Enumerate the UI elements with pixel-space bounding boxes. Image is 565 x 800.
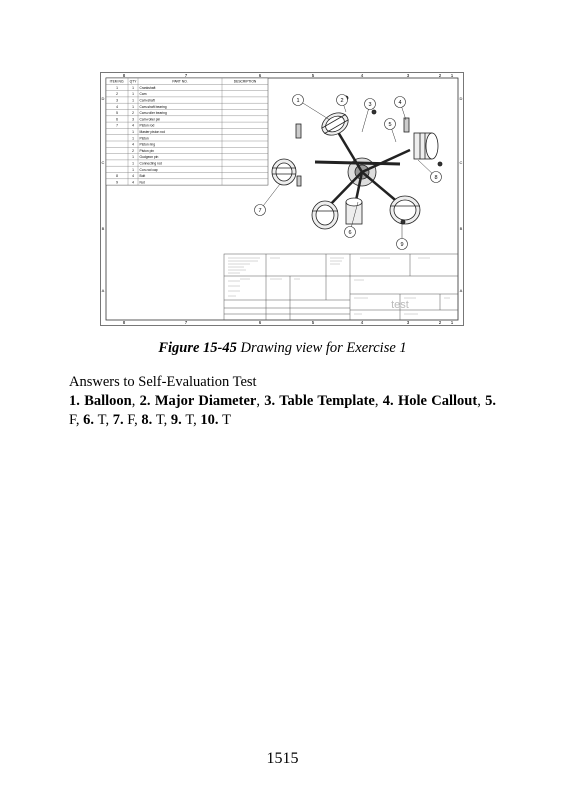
- bom-cell: Cam-shaft bearing: [139, 104, 167, 109]
- bom-border: [106, 78, 268, 185]
- zone-label: C: [459, 160, 463, 165]
- bom-cell: 4: [132, 180, 134, 185]
- balloon-number: 1: [296, 98, 300, 104]
- zone-label: 7: [184, 320, 188, 325]
- answer-value: F: [127, 412, 135, 428]
- zone-label: B: [459, 226, 463, 231]
- bill-of-materials-table: [106, 78, 268, 185]
- bom-cell: Master piston rod: [139, 130, 165, 134]
- zone-label: B: [101, 226, 105, 231]
- bom-cell: 4: [116, 104, 118, 109]
- zone-label: 4: [360, 73, 364, 78]
- zone-label: A: [101, 288, 105, 293]
- balloon-number: 4: [398, 100, 402, 106]
- bom-cell: 4: [132, 142, 134, 147]
- answer-value: T: [155, 412, 164, 428]
- bom-cell: 7: [116, 123, 118, 128]
- title-block-watermark: test: [391, 299, 409, 311]
- answer-value: Table Template: [279, 393, 375, 409]
- balloon-number: 8: [434, 175, 438, 181]
- balloon-number: 3: [368, 102, 372, 108]
- answer-item: 5. F,: [69, 393, 497, 428]
- answer-item: 2. Major Diameter,: [139, 393, 265, 409]
- bom-cell: 1: [116, 85, 118, 90]
- bom-cell: 1: [132, 155, 134, 160]
- answer-number: 3.: [264, 393, 280, 409]
- answer-value: Balloon: [84, 393, 132, 409]
- zone-label: 1: [450, 320, 454, 325]
- answer-item: 4. Hole Callout,: [382, 393, 486, 409]
- answers-list: [69, 392, 496, 430]
- answer-number: 1.: [69, 393, 85, 409]
- bom-cell: 1: [132, 98, 134, 103]
- bom-cell: 6: [116, 117, 118, 122]
- answer-value: Major Diameter: [154, 393, 257, 409]
- zone-label: A: [459, 288, 463, 293]
- bom-header: DESCRIPTION: [233, 79, 257, 84]
- answer-number: 6.: [83, 412, 98, 428]
- bom-cell: 1: [132, 167, 134, 172]
- zone-label: 7: [184, 73, 188, 78]
- engine-drawing-sheet: [100, 72, 464, 326]
- zone-label: 6: [258, 73, 262, 78]
- answer-item: 3. Table Template,: [264, 393, 383, 409]
- bom-cell: 2: [132, 148, 134, 153]
- figure-caption-text: Drawing view for Exercise 1: [240, 340, 407, 356]
- bom-header: PART NO.: [172, 79, 188, 84]
- bom-cell: 1: [132, 104, 134, 109]
- zone-label: 8: [122, 320, 126, 325]
- answer-item: 8. T,: [141, 412, 171, 428]
- bom-cell: 1: [132, 161, 134, 166]
- bom-cell: 3: [132, 117, 134, 122]
- bom-cell: Cam: [139, 92, 147, 97]
- balloon-number: 2: [340, 98, 344, 104]
- bom-cell: 1: [132, 136, 134, 141]
- bom-cell: Cam-roller bearing: [139, 111, 167, 116]
- figure-caption: [0, 340, 565, 357]
- answer-number: 8.: [141, 412, 156, 428]
- answer-item: 7. F,: [112, 412, 142, 428]
- bom-cell: 4: [132, 123, 134, 128]
- bom-cell: Piston rod: [139, 123, 155, 128]
- answer-value: F: [69, 412, 76, 428]
- zone-label: D: [101, 96, 105, 101]
- bom-header: QTY: [129, 79, 137, 84]
- zone-label: 2: [438, 320, 442, 325]
- bom-cell: 9: [116, 180, 118, 185]
- answer-number: 10.: [200, 412, 223, 428]
- drawing-figure: [100, 72, 464, 326]
- zone-label: 6: [258, 320, 262, 325]
- balloon-number: 6: [348, 230, 352, 236]
- zone-label: D: [459, 96, 463, 101]
- answer-value: T: [97, 412, 106, 428]
- zone-label: 3: [406, 73, 410, 78]
- bom-cell: Piston ring: [139, 142, 156, 147]
- bom-cell: Con-rod cap: [139, 167, 158, 172]
- bom-cell: Cam-shaft: [139, 98, 155, 103]
- bom-cell: Connecting rod: [139, 161, 162, 166]
- balloon-number: 5: [388, 122, 392, 128]
- bom-cell: Gudgeon pin: [139, 155, 159, 160]
- bom-cell: 8: [116, 174, 118, 179]
- answer-number: 5.: [485, 393, 497, 409]
- balloon-number: 9: [400, 242, 404, 248]
- bom-cell: 2: [132, 111, 134, 116]
- bom-cell: 2: [116, 92, 118, 97]
- figure-number: Figure 15-45: [158, 340, 237, 356]
- answer-item: 9. T,: [170, 412, 201, 428]
- zone-label: 5: [311, 73, 315, 78]
- bom-cell: 1: [132, 85, 134, 90]
- answer-number: 4.: [382, 393, 398, 409]
- answer-value: T: [185, 412, 194, 428]
- answer-value: Hole Callout: [397, 393, 478, 409]
- balloon-number: 7: [258, 208, 262, 214]
- answers-heading: Answers to Self-Evaluation Test: [69, 374, 257, 390]
- bom-header: ITEM NO.: [109, 79, 125, 84]
- zone-label: 3: [406, 320, 410, 325]
- answer-number: 7.: [112, 412, 128, 428]
- answer-number: 9.: [170, 412, 186, 428]
- bom-cell: Bolt: [139, 174, 146, 179]
- zone-label: 1: [450, 73, 454, 78]
- bom-cell: 4: [132, 174, 134, 179]
- answer-item: 6. T,: [83, 412, 113, 428]
- bom-cell: 1: [132, 130, 134, 134]
- zone-label: 4: [360, 320, 364, 325]
- page-number: 1515: [266, 750, 299, 767]
- zone-label: 5: [311, 320, 315, 325]
- answer-number: 2.: [139, 393, 155, 409]
- bom-cell: Nut: [139, 180, 145, 185]
- bom-cell: 3: [116, 98, 118, 103]
- answer-value: T: [222, 412, 232, 428]
- bom-cell: 5: [116, 111, 118, 116]
- bom-cell: Cam-roller pin: [139, 117, 161, 122]
- zone-label: 2: [438, 73, 442, 78]
- bom-cell: Piston pin: [139, 148, 154, 153]
- bom-cell: Piston: [139, 136, 149, 141]
- zone-label: C: [101, 160, 105, 165]
- answer-item: [200, 412, 231, 428]
- answer-item: 1. Balloon,: [69, 393, 140, 409]
- bom-cell: 1: [132, 92, 134, 97]
- bom-cell: Crankshaft: [139, 85, 156, 90]
- zone-label: 8: [122, 73, 126, 78]
